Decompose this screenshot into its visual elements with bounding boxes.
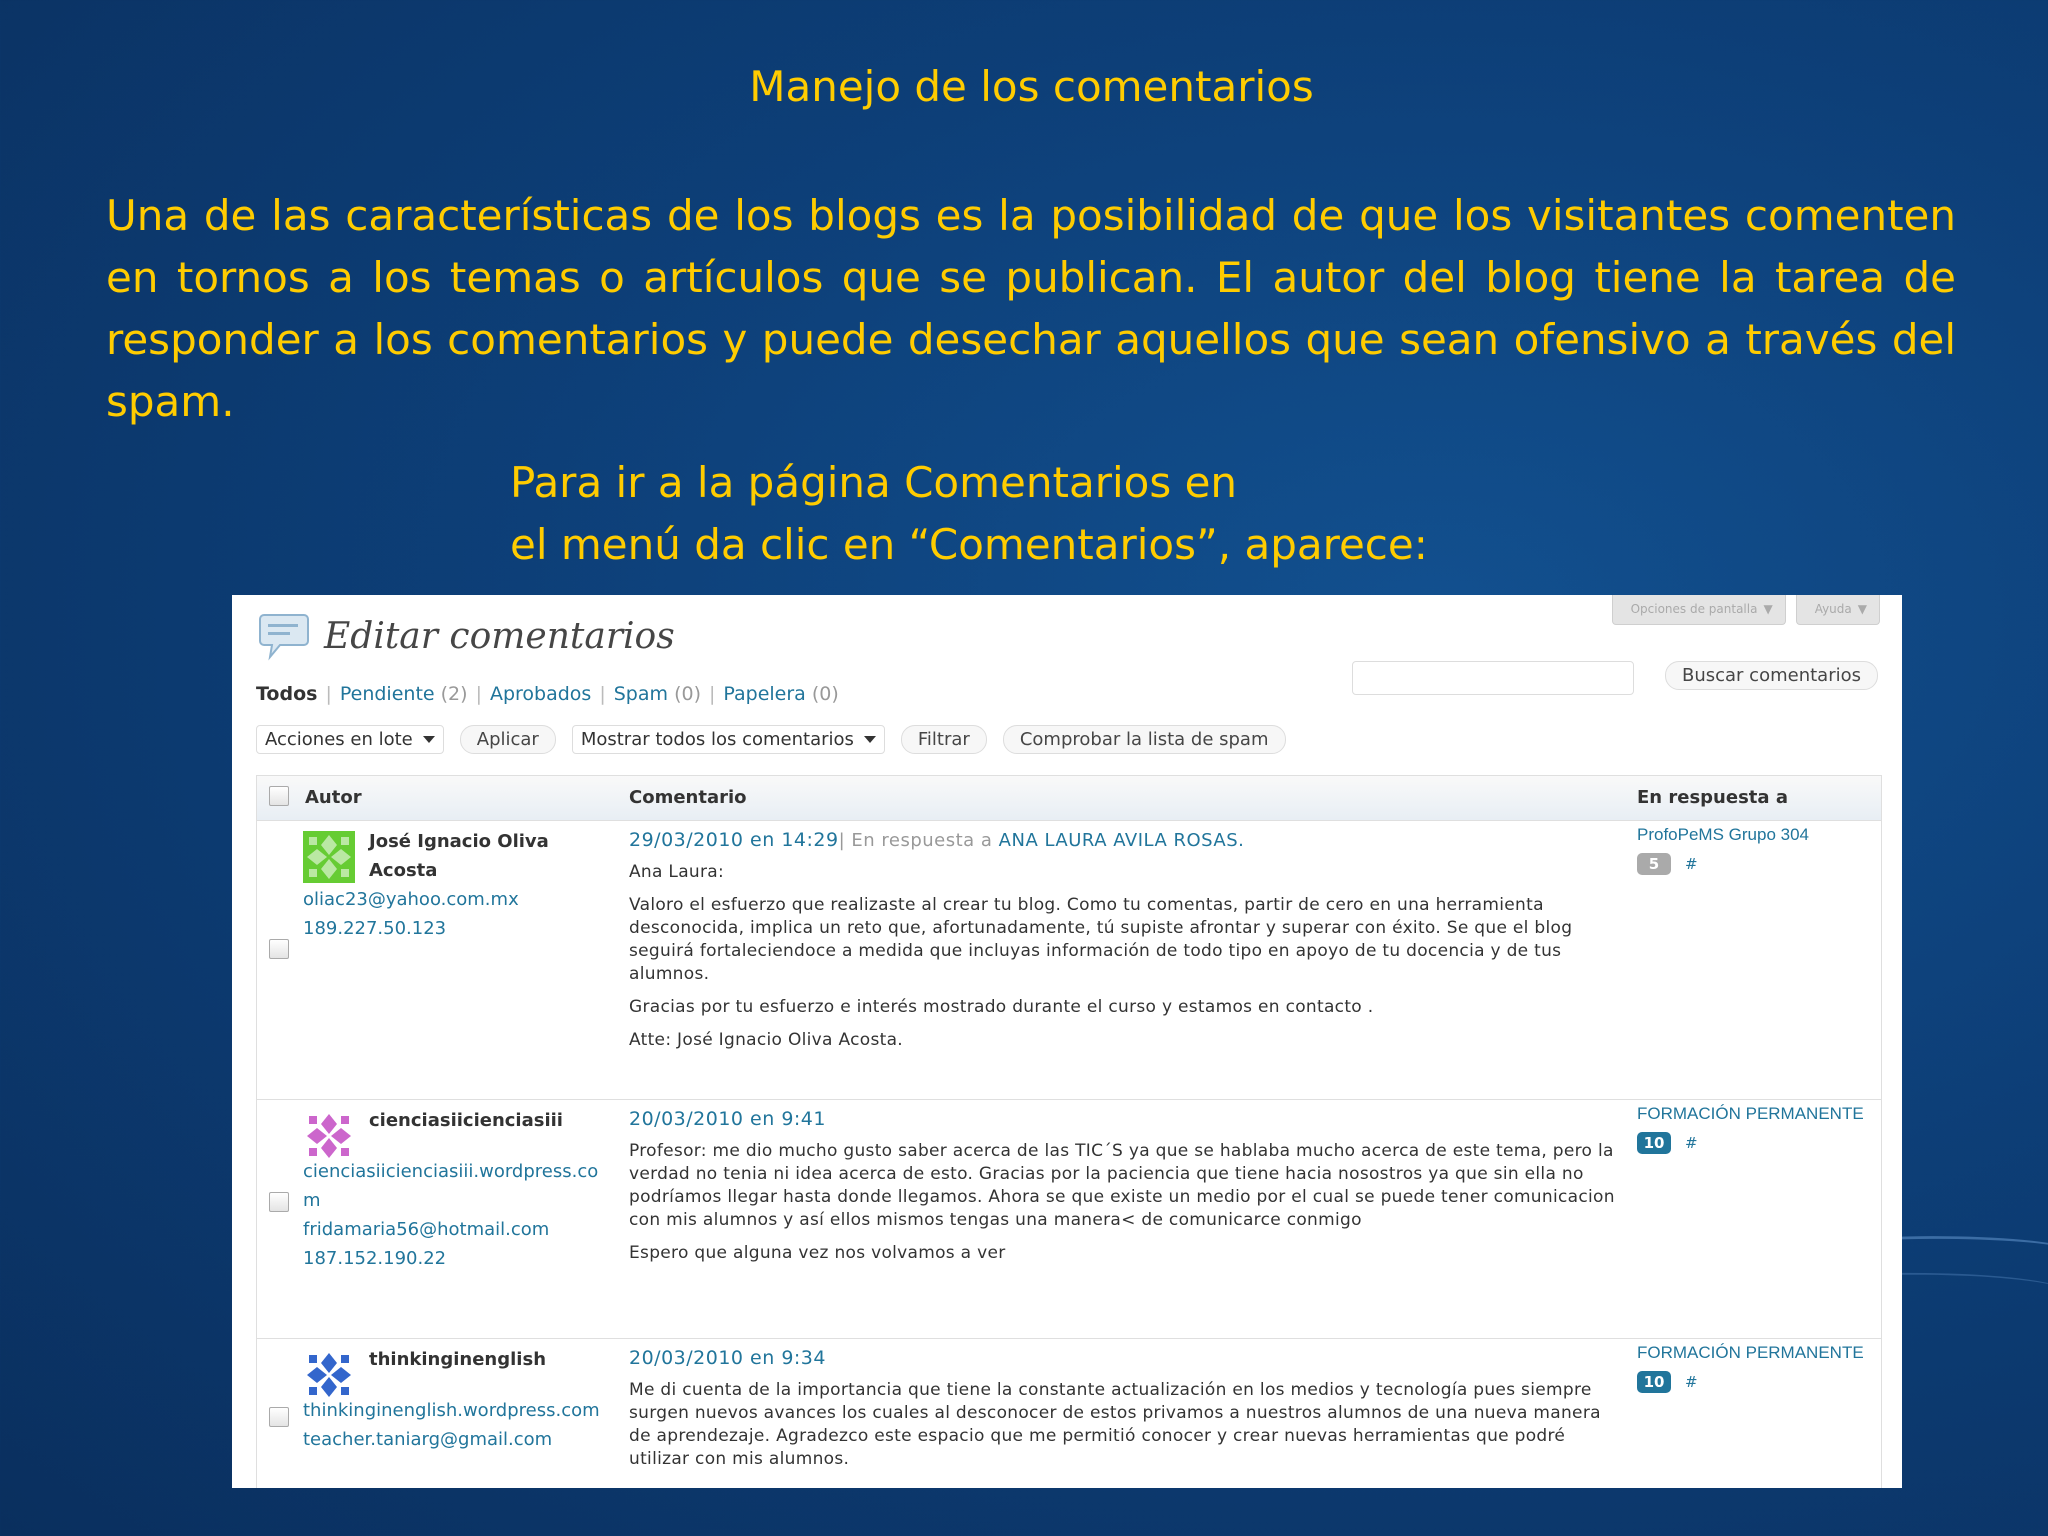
chevron-down-icon: ▼ <box>1763 602 1773 616</box>
instruction-line-2: el menú da clic en “Comentarios”, aparece: <box>510 520 1428 569</box>
filter-trash[interactable]: Papelera <box>723 683 806 705</box>
comments-bubble-icon <box>258 611 310 661</box>
comment-date <box>629 829 1619 851</box>
comment-count-badge[interactable]: 10 <box>1637 1132 1671 1154</box>
chevron-down-icon <box>423 736 435 743</box>
author-link[interactable]: 189.227.50.123 <box>303 918 447 939</box>
filter-spam[interactable]: Spam <box>613 683 669 705</box>
post-link[interactable]: FORMACIÓN PERMANENTE <box>1637 1343 1864 1362</box>
column-author: Autor <box>305 787 362 808</box>
permalink-icon[interactable]: # <box>1685 1134 1698 1152</box>
comment-checkbox[interactable] <box>269 1192 289 1212</box>
comment-body-cell <box>629 1108 1619 1265</box>
in-response-cell <box>1637 1104 1864 1154</box>
author-link[interactable]: teacher.taniarg@gmail.com <box>303 1429 553 1450</box>
page-header <box>258 611 675 661</box>
spam-count: (0) <box>674 683 701 705</box>
comment-paragraph: Profesor: me dio mucho gusto saber acerca de las TIC´S ya que se hablaba mucho acerca de este tema, pero la verdad no tenia ni idea acerca de esto. Gracias por la paciencia que tiene hacia nosostros ya que sin ella no podríamos llegar hasta donde llegamos. Ahora se que existe un medio por el cual se puede tener comunicacion con mis alumnos y así ellos mismos tengas una manera< de comunicarce conmigo <box>629 1141 1615 1230</box>
author-link[interactable]: thinkinginenglish.wordpress.com <box>303 1400 600 1421</box>
trash-count: (0) <box>811 683 839 705</box>
comment-author-name: José Ignacio Oliva Acosta <box>369 831 549 881</box>
slide-title: Manejo de los comentarios <box>749 62 1314 111</box>
comment-date <box>629 1347 1619 1369</box>
search-input[interactable] <box>1352 661 1634 695</box>
avatar-icon <box>303 831 355 883</box>
comment-count-badge[interactable]: 10 <box>1637 1371 1671 1393</box>
column-comment: Comentario <box>629 787 747 808</box>
comment-date <box>629 1108 1619 1130</box>
permalink-icon[interactable]: # <box>1685 1373 1698 1391</box>
actions-bar <box>256 725 1286 754</box>
comment-count-badge[interactable]: 5 <box>1637 853 1671 875</box>
author-link[interactable]: 187.152.190.22 <box>303 1248 447 1269</box>
status-filter-links: Todos | Pendiente (2) | Aprobados | Spam (0) | Papelera (0) <box>256 683 839 705</box>
table-header <box>257 776 1881 821</box>
comment-row <box>257 821 1881 1100</box>
comment-body-cell <box>629 829 1619 1052</box>
chevron-down-icon: ▼ <box>1857 602 1867 616</box>
comment-date-link[interactable]: 20/03/2010 en 9:41 <box>629 1108 826 1130</box>
permalink-icon[interactable]: # <box>1685 855 1698 873</box>
comment-author-cell <box>303 1108 603 1273</box>
avatar-icon <box>303 1110 355 1162</box>
comment-paragraph: Atte: José Ignacio Oliva Acosta. <box>629 1030 903 1050</box>
check-spam-button[interactable]: Comprobar la lista de spam <box>1003 725 1286 754</box>
comment-checkbox[interactable] <box>269 1407 289 1427</box>
response-author-link[interactable]: ANA LAURA AVILA ROSAS. <box>998 830 1245 851</box>
comment-row <box>257 1339 1881 1488</box>
help-button[interactable]: Ayuda ▼ <box>1796 595 1880 625</box>
comment-date-link[interactable]: 20/03/2010 en 9:34 <box>629 1347 826 1369</box>
comment-paragraph: Me di cuenta de la importancia que tiene la constante actualización en los medios y tecnología pues siempre surgen nuevos avances los cuales al desconocer de estos privamos a nuestros alumnos de una nueva manera de aprendezaje. Agradezco este espacio que me permitió conocer y crear nuevas herramientas que podré utilizar con mis alumnos. <box>629 1380 1601 1469</box>
chevron-down-icon <box>864 736 876 743</box>
comment-checkbox[interactable] <box>269 939 289 959</box>
comment-author-cell <box>303 1347 603 1454</box>
avatar-icon <box>303 1349 355 1401</box>
in-response-cell <box>1637 1343 1864 1393</box>
screen-options-button[interactable]: Opciones de pantalla ▼ <box>1612 595 1786 625</box>
filter-pending[interactable]: Pendiente <box>339 683 435 705</box>
page-title: Editar comentarios <box>324 615 675 657</box>
comments-list <box>257 821 1881 1488</box>
comment-author-cell <box>303 829 603 943</box>
column-in-response: En respuesta a <box>1637 787 1788 808</box>
in-response-to: | En respuesta a ANA LAURA AVILA ROSAS. <box>838 830 1245 851</box>
in-response-cell <box>1637 825 1809 875</box>
filter-button[interactable]: Filtrar <box>901 725 987 754</box>
show-comments-select[interactable]: Mostrar todos los comentarios <box>572 725 885 754</box>
comment-paragraph: Gracias por tu esfuerzo e interés mostrado durante el curso y estamos en contacto . <box>629 997 1374 1017</box>
author-link[interactable]: oliac23@yahoo.com.mx <box>303 889 519 910</box>
comment-row <box>257 1100 1881 1339</box>
post-link[interactable]: FORMACIÓN PERMANENTE <box>1637 1104 1864 1123</box>
comment-body-cell <box>629 1347 1619 1471</box>
comment-author-name: thinkinginenglish <box>369 1349 547 1370</box>
comment-paragraph: Valoro el esfuerzo que realizaste al crear tu blog. Como tu comentas, partir de cero en una herramienta desconocida, implica un reto que, afortunadamente, tú supiste afrontar y superar con éxito. Se que el blog seguirá fortaleciendoce a medida que incluyas información de todo tipo en apoyo de tu docencia y de tus alumnos. <box>629 895 1573 984</box>
comments-table <box>256 775 1882 1488</box>
select-all-checkbox[interactable] <box>269 786 289 806</box>
comment-author-name: cienciasiicienciasiii <box>369 1110 563 1131</box>
comments-admin-screenshot <box>232 595 1902 1488</box>
comment-date-link[interactable]: 29/03/2010 en 14:29 <box>629 829 839 851</box>
top-buttons <box>1612 595 1880 625</box>
slide-instruction <box>510 452 1428 576</box>
instruction-line-1: Para ir a la página Comentarios en <box>510 458 1238 507</box>
slide-intro-text: Una de las características de los blogs es la posibilidad de que los visitantes comenten en tornos a los temas o artículos que se publican. El autor del blog tiene la tarea de responder a los comentarios y puede desechar aquellos que sean ofensivo a través del spam. <box>106 191 1956 426</box>
post-link[interactable]: ProfoPeMS Grupo 304 <box>1637 825 1809 844</box>
filter-approved[interactable]: Aprobados <box>489 683 592 705</box>
pending-count: (2) <box>440 683 468 705</box>
author-link[interactable]: cienciasiicienciasiii.wordpress.com <box>303 1161 599 1211</box>
comment-paragraph: Ana Laura: <box>629 862 725 882</box>
bulk-actions-select[interactable]: Acciones en lote <box>256 725 444 754</box>
search-comments-button[interactable]: Buscar comentarios <box>1665 661 1878 690</box>
author-link[interactable]: fridamaria56@hotmail.com <box>303 1219 550 1240</box>
filter-all[interactable]: Todos <box>256 683 318 705</box>
apply-button[interactable]: Aplicar <box>460 725 556 754</box>
comment-paragraph: Espero que alguna vez nos volvamos a ver <box>629 1243 1006 1263</box>
